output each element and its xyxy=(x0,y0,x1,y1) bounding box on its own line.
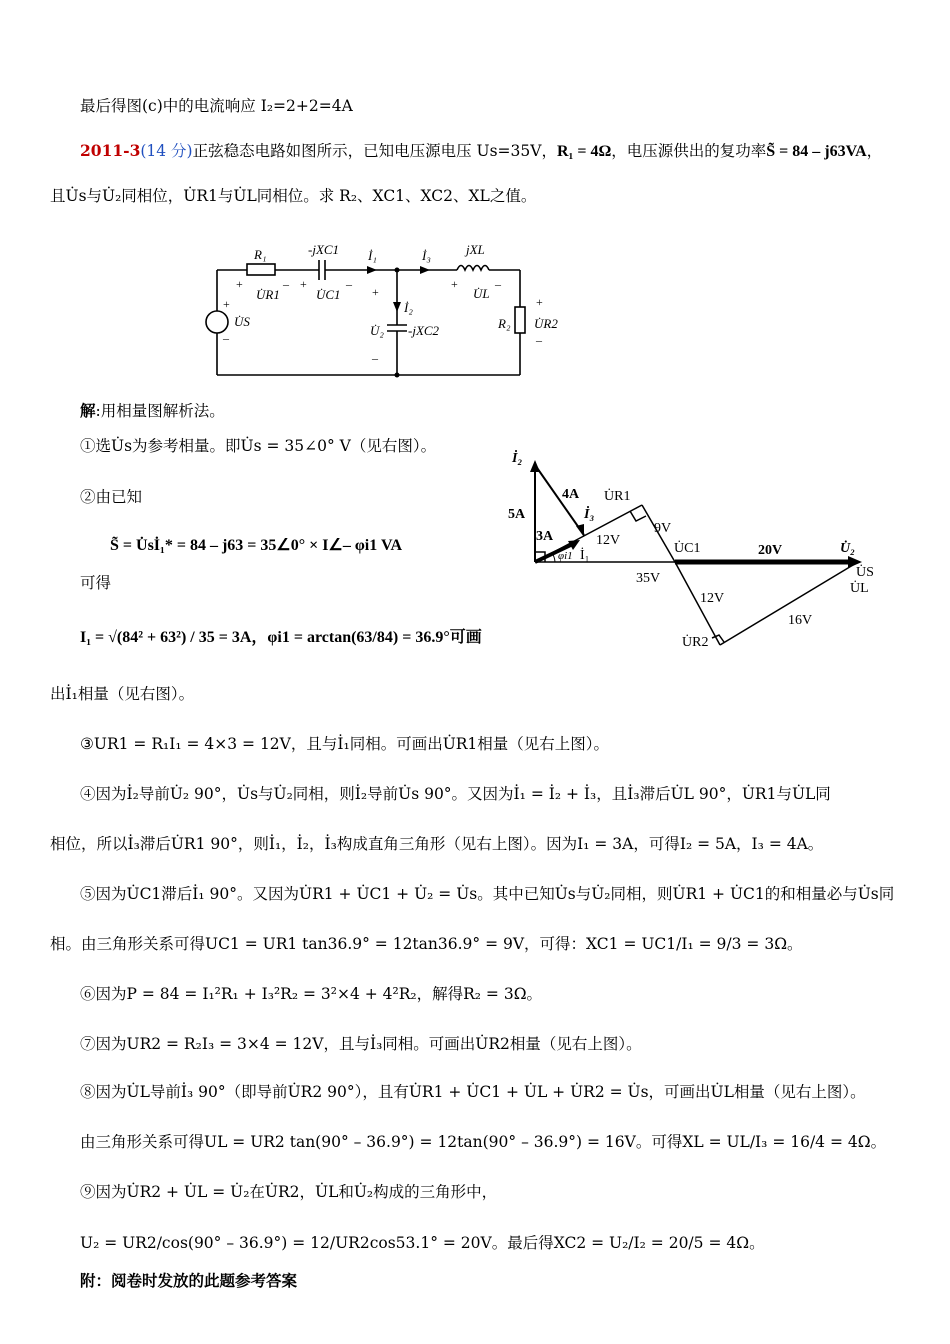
step-2: ②由已知 xyxy=(80,488,143,506)
ph-i3: İ₃ xyxy=(584,507,595,522)
minus-ur2: – xyxy=(536,333,542,347)
solution-header xyxy=(80,400,225,422)
minus-uc1: – xyxy=(346,277,352,291)
ph-us: U̇S xyxy=(856,565,874,580)
plus-us: + xyxy=(223,297,230,311)
inductor xyxy=(457,266,489,271)
problem-text: 正弦稳态电路如图所示，已知电压源电压 Us=35V， xyxy=(192,142,557,160)
label-i3: İ₃ xyxy=(422,248,431,263)
ph-20v: 20V xyxy=(758,543,783,558)
ph-35v: 35V xyxy=(636,571,661,586)
label-i1: İ₁ xyxy=(368,248,377,263)
problem-year: 2011-3 xyxy=(80,141,141,160)
ph-16v: 16V xyxy=(788,613,813,628)
label-xc1: -jXC1 xyxy=(308,242,340,257)
solution-method: :用相量图解析法。 xyxy=(95,402,225,420)
label-us: U̇S xyxy=(234,314,250,329)
ph-i1: İ₁ xyxy=(580,548,590,563)
step-4a: ④因为İ₂导前U̇₂ 90°，U̇s与U̇₂同相，则İ₂导前U̇s 90°。又因为İ₁ = İ₂ + İ₃，且İ₃滞后U̇L 90°，U̇R1与U̇L同 xyxy=(80,785,831,803)
plus-ur2: + xyxy=(536,295,543,309)
r2-resistor xyxy=(515,307,525,333)
intro-line: 最后得图(c)中的电流响应 I₂=2+2=4A xyxy=(80,97,353,115)
minus-u2: – xyxy=(372,351,378,365)
r1-value: R₁ = 4Ω xyxy=(556,143,612,160)
problem-statement xyxy=(80,140,882,163)
step-7: ⑦因为UR2 = R₂I₃ = 3×4 = 12V，且与İ₃同相。可画出U̇R2相量（见右上图）。 xyxy=(80,1035,642,1053)
i2-arrow xyxy=(393,302,401,312)
plus-u2: + xyxy=(372,285,379,299)
ph-uc1: U̇C1 xyxy=(674,541,701,556)
label-ur1: U̇R1 xyxy=(256,287,280,302)
label-xc2: -jXC2 xyxy=(408,323,440,338)
step-2-i1: I₁ = √(84² + 63²) / 35 = 3A，φi1 = arctan(63/84) = 36.9°可画 xyxy=(80,629,482,646)
problem-condition: 且U̇s与U̇₂同相位，U̇R1与U̇L同相位。求 R₂、XC1、XC2、XL之值。 xyxy=(50,187,537,205)
plus-uc1: + xyxy=(300,277,307,291)
step-5a: ⑤因为U̇C1滞后İ₁ 90°。又因为U̇R1 + U̇C1 + U̇₂ = U̇s。其中已知U̇s与U̇₂同相，则U̇R1 + U̇C1的和相量必与U̇s同 xyxy=(80,885,895,903)
ph-5a: 5A xyxy=(508,507,526,522)
circuit-diagram xyxy=(190,240,570,385)
ph-phi: φi1 xyxy=(558,550,573,562)
minus-ul: – xyxy=(495,277,501,291)
ph-ur2: U̇R2 xyxy=(682,635,709,650)
ph-ur1: U̇R1 xyxy=(604,489,631,504)
appendix: 附：阅卷时发放的此题参考答案 xyxy=(80,1271,298,1290)
voltage-source xyxy=(206,311,228,333)
step-9b: U₂ = UR2/cos(90° – 36.9°) = 12/UR2cos53.1° = 20V。最后得XC2 = U₂/I₂ = 20/5 = 4Ω。 xyxy=(80,1234,765,1252)
step-8b: 由三角形关系可得UL = UR2 tan(90° – 36.9°) = 12tan(90° – 36.9°) = 16V。可得XL = UL/I₃ = 16/4 = 4Ω。 xyxy=(80,1133,887,1151)
step-2-equation: S̃ = U̇sİ₁* = 84 – j63 = 35∠0° × I∠– φi1 VA xyxy=(110,537,402,554)
step-5b: 相。由三角形关系可得UC1 = UR1 tan36.9° = 12tan36.9° = 9V，可得：XC1 = UC1/I₁ = 9/3 = 3Ω。 xyxy=(50,935,803,953)
ph-4a: 4A xyxy=(562,487,580,502)
step-6: ⑥因为P = 84 = I₁²R₁ + I₃²R₂ = 3²×4 + 4²R₂，解得R₂ = 3Ω。 xyxy=(80,985,543,1003)
step-1: ①选U̇s为参考相量。即U̇s = 35∠0° V（见右图）。 xyxy=(80,437,437,455)
problem-points: (14 分) xyxy=(140,142,193,160)
ph-ul: U̇L xyxy=(850,581,869,596)
minus-us: – xyxy=(223,331,229,345)
step-2-kede: 可得 xyxy=(80,574,112,592)
i3-arrow xyxy=(420,266,430,274)
step-8: ⑧因为U̇L导前İ₃ 90°（即导前U̇R2 90°），且有U̇R1 + U̇C1 + U̇L + U̇R2 = U̇s，可画出U̇L相量（见右上图）。 xyxy=(80,1083,866,1101)
plus-ul: + xyxy=(451,277,458,291)
label-i2: İ₂ xyxy=(404,300,413,315)
ph-9v: 9V xyxy=(654,521,672,536)
ph-3a: 3A xyxy=(536,529,554,544)
label-uc1: U̇C1 xyxy=(316,287,341,302)
complex-power: S̃ = 84 – j63VA xyxy=(766,143,867,160)
label-ul: U̇L xyxy=(473,286,490,301)
minus-ur1: – xyxy=(283,277,289,291)
step-3: ③UR1 = R₁I₁ = 4×3 = 12V，且与İ₁同相。可画出U̇R1相量（见右上图）。 xyxy=(80,735,610,753)
phasor-diagram xyxy=(500,440,900,660)
solution-label: 解 xyxy=(80,401,96,420)
step-4b: 相位，所以İ₃滞后U̇R1 90°，则İ₁，İ₂，İ₃构成直角三角形（见右上图）。因为I₁ = 3A，可得I₂ = 5A，I₃ = 4A。 xyxy=(50,835,824,853)
i1-arrow xyxy=(367,266,377,274)
plus-ur1: + xyxy=(236,277,243,291)
ph-12v-a: 12V xyxy=(596,533,621,548)
label-xl: jXL xyxy=(466,242,485,257)
ph-12v-b: 12V xyxy=(700,591,725,606)
ph-i2: İ₂ xyxy=(512,451,523,466)
step-9: ⑨因为U̇R2 + U̇L = U̇₂在U̇R2，U̇L和U̇₂构成的三角形中， xyxy=(80,1183,498,1201)
step-2-cont: 出İ₁相量（见右图）。 xyxy=(50,685,195,703)
problem-text-2: ，电压源供出的复功率 xyxy=(611,142,767,160)
punct: ， xyxy=(866,142,883,160)
label-r2: R₂ xyxy=(498,316,511,331)
label-r1: R₁ xyxy=(254,247,267,262)
label-ur2: U̇R2 xyxy=(534,316,558,331)
ph-u2: U̇₂ xyxy=(840,541,855,556)
label-u2: U̇₂ xyxy=(370,323,384,338)
r1-resistor xyxy=(247,264,275,275)
